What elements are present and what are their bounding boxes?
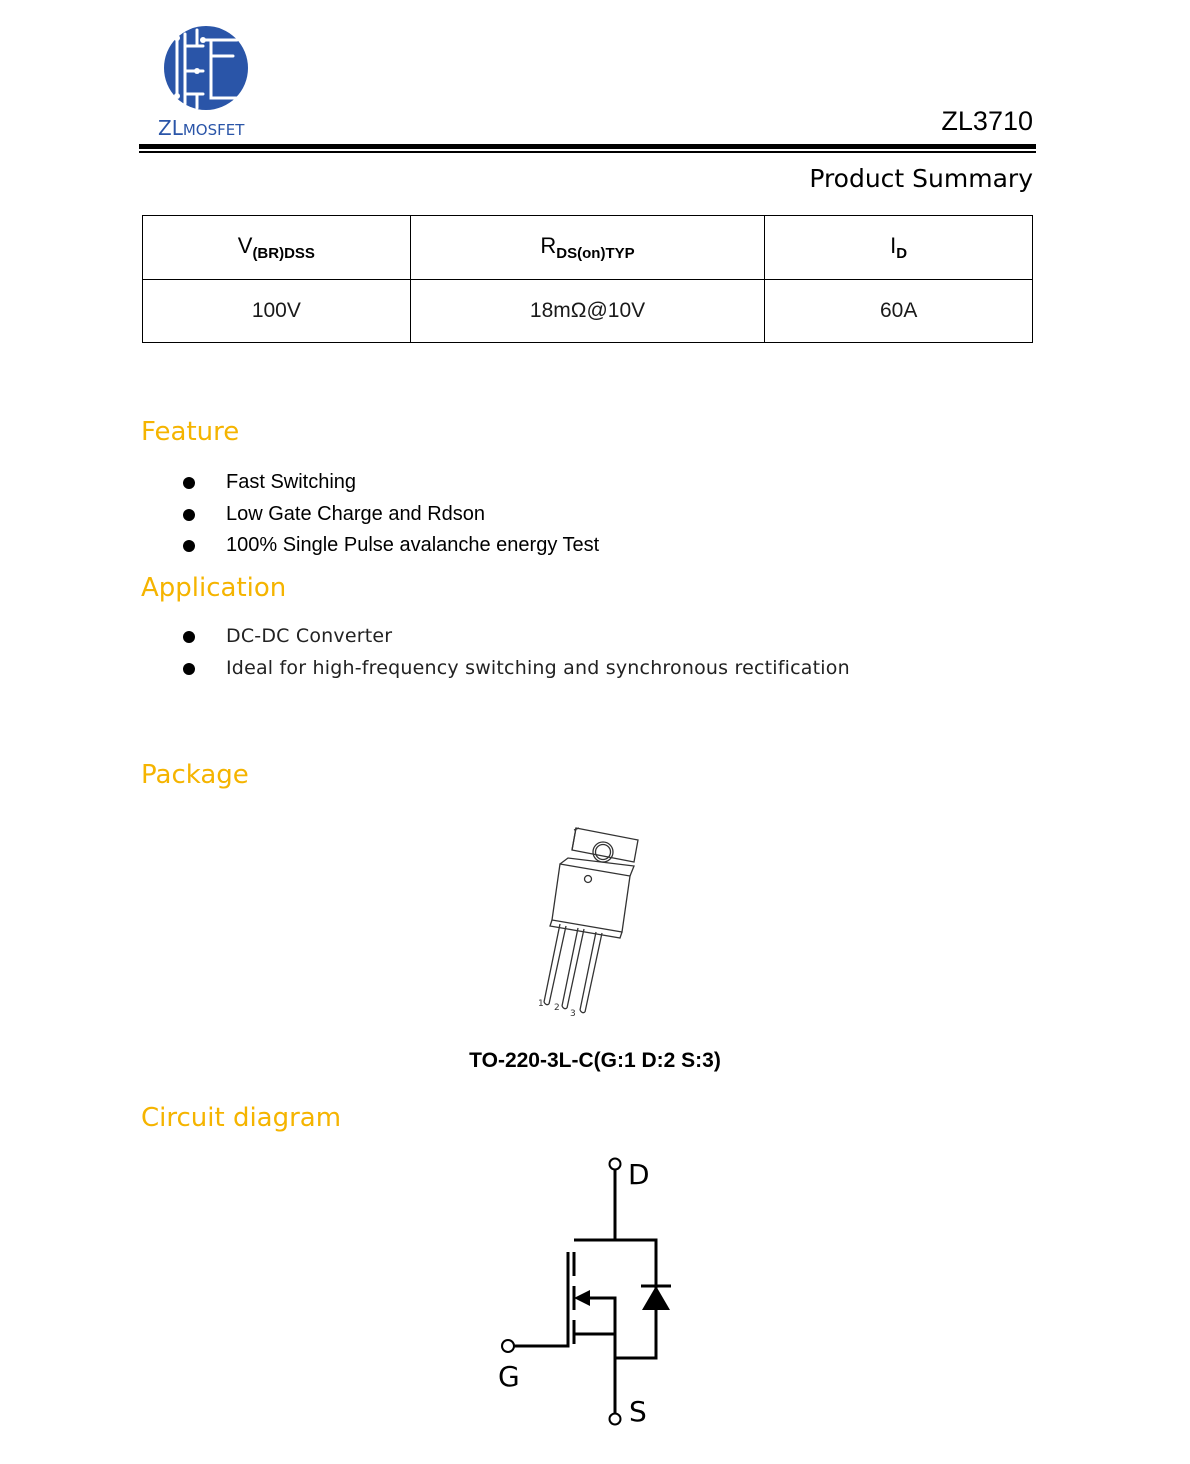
list-item: Low Gate Charge and Rdson xyxy=(0,499,1190,531)
header-rule-thin xyxy=(139,151,1036,153)
list-item: 100% Single Pulse avalanche energy Test xyxy=(0,530,1190,562)
feature-title: Feature xyxy=(141,417,240,447)
product-summary-title: Product Summary xyxy=(809,164,1033,193)
header-cell-rdson: $R_{DS(on)TYP}$ xyxy=(410,216,765,280)
package-title: Package xyxy=(141,760,249,790)
list-item: Fast Switching xyxy=(0,467,1190,499)
source-label: S xyxy=(629,1395,647,1428)
table-row xyxy=(143,279,1033,343)
part-number: ZL3710 xyxy=(941,106,1033,136)
application-list xyxy=(0,621,1190,684)
application-title: Application xyxy=(141,573,287,603)
circuit-title: Circuit diagram xyxy=(141,1103,342,1133)
pin-number-2: 2 xyxy=(554,1003,560,1013)
feature-list xyxy=(0,467,1190,562)
header-cell-id: $I_D$ xyxy=(765,216,1033,280)
pin-number-3: 3 xyxy=(570,1009,576,1019)
mosfet-circuit-symbol xyxy=(490,1150,690,1435)
table-header-row xyxy=(143,216,1033,280)
bullet-icon xyxy=(183,477,195,489)
value-cell-id: 60A xyxy=(765,279,1033,343)
bullet-icon xyxy=(183,663,195,675)
pin-number-1: 1 xyxy=(538,999,544,1009)
product-summary-table xyxy=(142,215,1033,343)
bullet-icon xyxy=(183,509,195,521)
package-caption: TO-220-3L-C(G:1 D:2 S:3) xyxy=(469,1049,721,1072)
bullet-icon xyxy=(183,540,195,552)
drain-label: D xyxy=(628,1158,650,1191)
value-cell-vbrdss: 100V xyxy=(143,279,411,343)
gate-label: G xyxy=(498,1360,520,1393)
header-rule-thick xyxy=(139,144,1036,149)
logo-wordmark: ZLMOSFET xyxy=(158,116,245,140)
to220-package-image xyxy=(530,820,650,1025)
header-cell-vbrdss: $V_{(BR)DSS}$ xyxy=(143,216,411,280)
list-item: Ideal for high-frequency switching and synchronous rectification xyxy=(0,653,1190,685)
list-item: DC-DC Converter xyxy=(0,621,1190,653)
value-cell-rdson: 18mΩ@10V xyxy=(410,279,765,343)
bullet-icon xyxy=(183,631,195,643)
